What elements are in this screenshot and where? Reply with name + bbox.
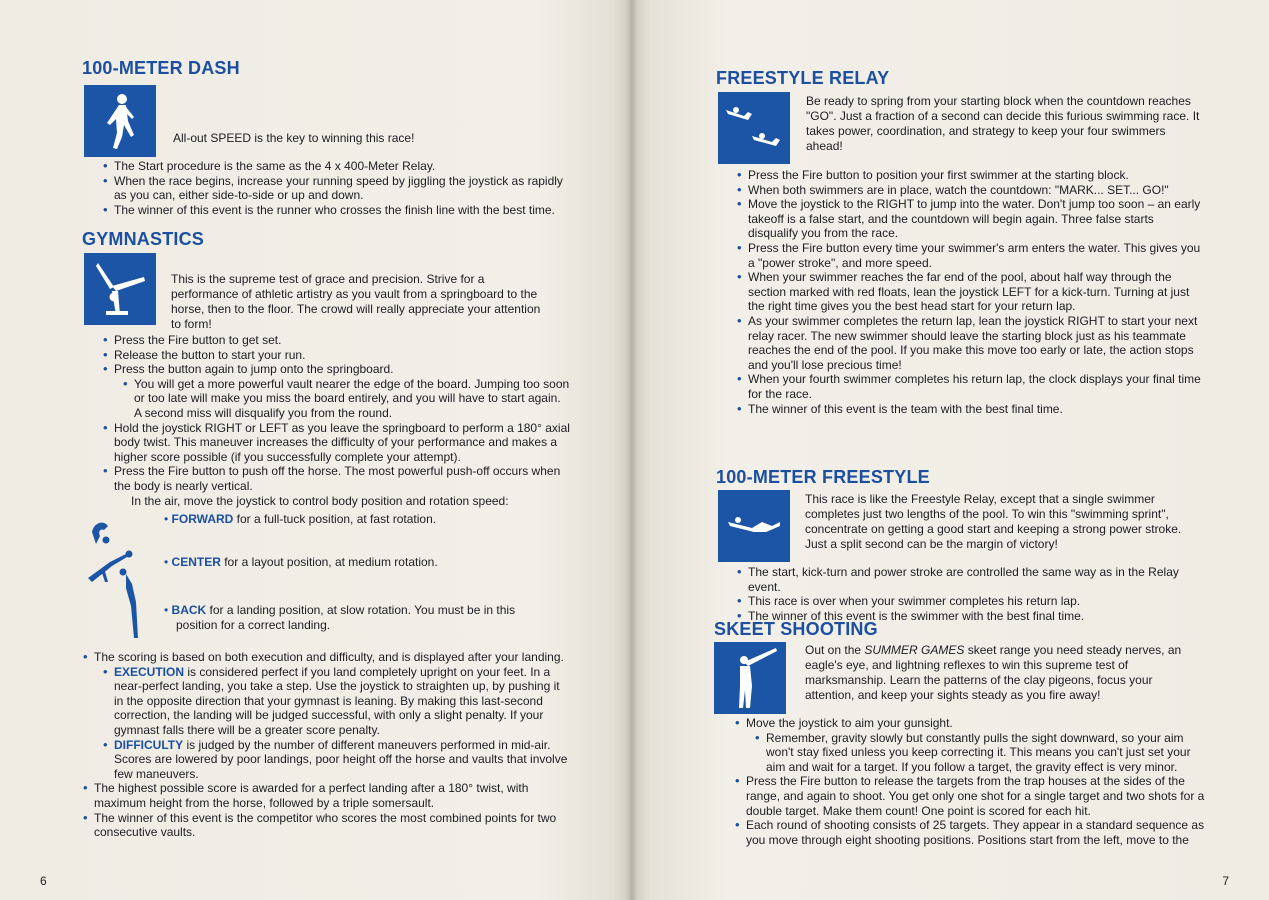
list-item (100, 738, 570, 782)
difficulty-text: is judged by the number of different maneuvers performed in mid-air. Scores are lowered by poor landings, poor height off the horse and vaults that involve few maneuvers. (114, 737, 568, 781)
list-item: • Each round of shooting consists of 25 targets. They appear in a standard sequence as you move through eight shooting positions. Positions start from the left, move to the (732, 818, 1208, 847)
section-freestyle-relay (716, 68, 1216, 88)
list-item: • When both swimmers are in place, watch the countdown: "MARK... SET... GO!" (734, 183, 1206, 198)
list-item: • When the race begins, increase your running speed by jiggling the joystick as rapidly as you can, either side-to-side or up and down. (100, 174, 570, 203)
rotation-figures (86, 518, 156, 642)
list-item: • When your swimmer reaches the far end of the pool, about half way through the section marked with red floats, lean the joystick LEFT for a kick-turn. Turning at just the right time gives you the best head start for your return lap. (734, 270, 1206, 314)
rotation-forward: • FORWARD for a full-tuck position, at fast rotation. (164, 512, 437, 526)
back-text: for a landing position, at slow rotation. You must be in this position for a correct landing. (176, 603, 516, 632)
list-item: • Press the Fire button to position your first swimmer at the starting block. (734, 168, 1206, 183)
dash-intro: All-out SPEED is the key to winning this race! (173, 131, 415, 145)
list-item: • Press the Fire button to push off the horse. The most powerful push-off occurs when the body is nearly vertical. (100, 464, 570, 493)
list-item: • The winner of this event is the team with the best final time. (734, 402, 1206, 417)
skeet-title: SKEET SHOOTING (714, 619, 878, 639)
section-skeet-shooting (714, 619, 1214, 639)
section-100m-freestyle (716, 467, 1216, 487)
section-gymnastics (82, 229, 572, 249)
center-text: for a layout position, at medium rotation. (220, 555, 438, 569)
runner-icon (84, 85, 156, 157)
skeet-list (732, 716, 1208, 847)
list-item: • The winner of this event is the swimmer with the best final time. (734, 609, 1206, 624)
page-number-left: 6 (40, 874, 47, 888)
list-item: • When your fourth swimmer completes his return lap, the clock displays your final time for the race. (734, 372, 1206, 401)
tuck-figure-icon (92, 523, 110, 544)
center-keyword: CENTER (171, 555, 221, 569)
rotation-back: • BACK for a landing position, at slow rotation. You must be in this position for a correct landing. (164, 603, 516, 632)
list-item: • Hold the joystick RIGHT or LEFT as you leave the springboard to perform a 180° axial body twist. This maneuver increases the difficulty of your performance and makes a higher score possible (if you successfully complete your attempt). (100, 421, 570, 465)
dash-title: 100-METER DASH (82, 58, 240, 78)
list-item: • This race is over when your swimmer completes his return lap. (734, 594, 1206, 609)
list-item: • You will get a more powerful vault nearer the edge of the board. Jumping too soon or too late will make you miss the board entirely, and you will have to start again. A second miss will disqualify you from the round. (120, 377, 570, 421)
gymnast-icon (84, 253, 156, 325)
list-item (100, 665, 570, 738)
swimmer-icon (718, 490, 790, 562)
gymnastics-intro: This is the supreme test of grace and precision. Strive for a performance of athletic artistry as you vault from a springboard to the horse, then to the floor. The crowd will really appreciate your attention to form! (171, 272, 541, 331)
dash-list (100, 159, 570, 217)
shooter-icon (714, 642, 786, 714)
list-item: • Remember, gravity slowly but constantly pulls the sight downward, so your aim won't stay fixed unless you keep correcting it. This means you can't just set your aim and wait for a target. If you follow a target, the gravity effect is very minor. (752, 731, 1208, 775)
list-item: • As your swimmer completes the return lap, lean the joystick RIGHT to start your next relay racer. The new swimmer should leave the starting block just as his teammate reaches the end of the pool. If you make this move too early or late, the action stops and you'll lose precious time! (734, 314, 1206, 372)
list-item: • Release the button to start your run. (100, 348, 570, 363)
back-keyword: BACK (171, 603, 207, 617)
freestyle-100-title: 100-METER FREESTYLE (716, 467, 930, 487)
list-item: • Press the Fire button to release the targets from the trap houses at the sides of the range, and again to shoot. You get only one shot for a single target and two shots for a double target. Make them count! One point is scored for each hit. (732, 774, 1208, 818)
layout-figure-icon (88, 551, 133, 583)
list-item: • Move the joystick to aim your gunsight. (732, 716, 1208, 731)
relay-swimmers-icon (718, 92, 790, 164)
freestyle-relay-intro: Be ready to spring from your starting block when the countdown reaches "GO". Just a fraction of a second can decide this furious swimming race. It takes power, coordination, and strategy to keep your four swimmers ahead! (806, 94, 1200, 153)
list-item: • The winner of this event is the competitor who scores the most combined points for two consecutive vaults. (80, 811, 570, 840)
execution-keyword: EXECUTION (114, 664, 185, 679)
list-item: • Press the Fire button to get set. (100, 333, 570, 348)
list-item: • The start, kick-turn and power stroke are controlled the same way as in the Relay event. (734, 565, 1206, 594)
right-page (632, 0, 1269, 900)
left-page (0, 0, 632, 900)
difficulty-keyword: DIFFICULTY (114, 737, 184, 752)
book-gutter (626, 0, 638, 900)
forward-keyword: FORWARD (171, 512, 234, 526)
rotation-center: • CENTER for a layout position, at medium rotation. (164, 555, 438, 569)
list-item: • Press the button again to jump onto the springboard. (100, 362, 570, 377)
skeet-intro-post: skeet range you need steady nerves, an eagle's eye, and lightning reflexes to win this supreme test of marksmanship. Learn the patterns of the clay pigeons, focus your attention, and keep your sights steady as you fire away! (805, 643, 1182, 702)
execution-text: is considered perfect if you land completely upright on your feet. In a near-perfect landing, you take a step. Use the joystick to straighten up, by pushing it in the opposite direction that your gymnast is leaning. By making this last-second correction, the landing will be judged successful, with only a slight penalty. If your gymnast falls there will be a greater score penalty. (114, 664, 560, 737)
list-item: • Press the Fire button every time your swimmer's arm enters the water. This gives you a "power stroke", and more speed. (734, 241, 1206, 270)
gymnastics-list (100, 333, 570, 494)
freestyle-100-intro: This race is like the Freestyle Relay, except that a single swimmer completes just two lengths of the pool. To win this "swimming sprint", concentrate on getting a good start and keeping a strong power stroke. Just a split second can be the margin of victory! (805, 492, 1182, 551)
skeet-intro-pre: Out on the (805, 643, 865, 657)
air-intro: In the air, move the joystick to control body position and rotation speed: (131, 494, 509, 508)
list-item: • The Start procedure is the same as the 4 x 400-Meter Relay. (100, 159, 570, 174)
gymnastics-scoring-list (80, 650, 570, 840)
forward-text: for a full-tuck position, at fast rotation. (233, 512, 437, 526)
freestyle-100-list (734, 565, 1206, 623)
list-item: • Move the joystick to the RIGHT to jump into the water. Don't jump too soon – an early takeoff is a false start, and the countdown will begin again. Three false starts disqualify you from the race. (734, 197, 1206, 241)
landing-figure-icon (120, 569, 139, 639)
page-number-right: 7 (1222, 874, 1229, 888)
gymnastics-title: GYMNASTICS (82, 229, 205, 249)
list-item: • The scoring is based on both execution and difficulty, and is displayed after your landing. (80, 650, 570, 665)
section-100m-dash (82, 58, 572, 78)
skeet-intro-em: SUMMER GAMES (864, 643, 965, 657)
freestyle-relay-title: FREESTYLE RELAY (716, 68, 890, 88)
skeet-intro (805, 643, 1205, 703)
list-item: • The winner of this event is the runner who crosses the finish line with the best time. (100, 203, 570, 218)
freestyle-relay-list (734, 168, 1206, 416)
list-item: • The highest possible score is awarded for a perfect landing after a 180° twist, with maximum height from the horse, followed by a triple somersault. (80, 781, 570, 810)
